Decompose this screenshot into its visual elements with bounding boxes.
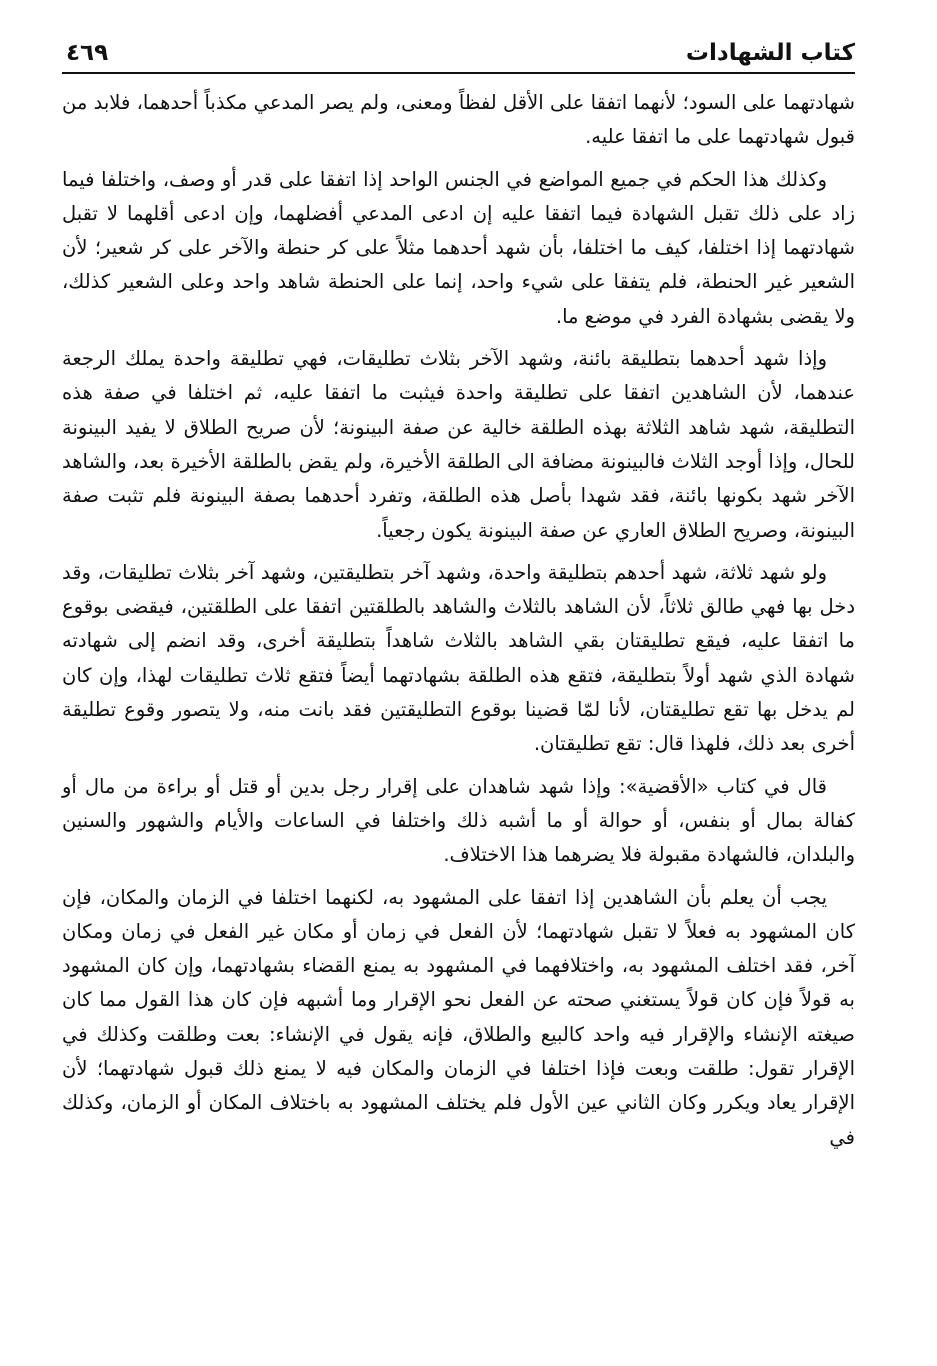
paragraph: قال في كتاب «الأقضية»: وإذا شهد شاهدان على إقرار رجل بدين أو قتل أو براءة من مال أو كفالة بمال أو بنفس، أو حوالة أو ما أشبه ذلك واختلفا في الساعات والأيام والشهور والسنين والبلدان، فالشهادة مقبولة فلا يضرهما هذا الاختلاف. — [62, 774, 855, 867]
running-header — [62, 30, 855, 68]
header-rule — [62, 72, 855, 74]
chapter-title: كتاب الشهادات — [685, 40, 855, 66]
body-text — [62, 86, 855, 1155]
paragraph: ولو شهد ثلاثة، شهد أحدهم بتطليقة واحدة، وشهد آخر بتطليقتين، وشهد آخر بثلاث تطليقات، وقد دخل بها فهي طالق ثلاثاً، لأن الشاهد بالثلاث والشاهد بالطلقتين اتفقا على الطلقتين، فيقضى بوقوع ما اتفقا عليه، فيقع تطليقتان بقي الشاهد بالثلاث شاهداً بتطليقة أخرى، وقد انضم إلى شهادته شهادة الذي شهد أولاً بتطليقة، فتقع هذه الطلقة بشهادتهما أيضاً فتقع ثلاث تطليقات لهذا، وإن كان لم يدخل بها تقع تطليقتان، لأنا لمّا قضينا بوقوع التطليقتين فقد بانت منه، ولا يتصور وقوع تطليقة أخرى بعد ذلك، فلهذا قال: تقع تطليقتان. — [62, 560, 855, 756]
paragraph: يجب أن يعلم بأن الشاهدين إذا اتفقا على المشهود به، لكنهما اختلفا في الزمان والمكان، فإن كان المشهود به فعلاً لا تقبل شهادتهما؛ لأن الفعل في زمان أو مكان غير الفعل في زمان ومكان آخر، فقد اختلف المشهود به، واختلافهما في المشهود به يمنع القضاء بشهادتهما، وإن كان المشهود به قولاً فإن كان قولاً يستغني صحته عن الفعل نحو الإقرار وما أشبهه فإن كان هذا القول مما كان صيغته الإنشاء والإقرار فيه واحد كالبيع والطلاق، فإنه يقول في الإنشاء: بعت وطلقت وكذلك في الإقرار تقول: طلقت وبعت فإذا اختلفا في الزمان والمكان فيه لا يمنع ذلك قبول شهادتهما؛ لأن الإقرار يعاد ويكرر وكان الثاني عين الأول فلم يختلف المشهود به باختلاف المكان أو الزمان، وكذلك في — [62, 885, 855, 1149]
paragraph: وإذا شهد أحدهما بتطليقة بائنة، وشهد الآخر بثلاث تطليقات، فهي تطليقة واحدة يملك الرجعة عندهما، لأن الشاهدين اتفقا على تطليقة واحدة فيثبت ما اتفقا عليه، ثم اختلفا في صفة هذه التطليقة، شهد شاهد الثلاثة بهذه الطلقة خالية عن صفة البينونة؛ لأن صريح الطلاق لا يفيد البينونة للحال، وإذا أوجد الثلاث فالبينونة مضافة الى الطلقة الأخيرة، ولم يقض بالطلقة الأخيرة بعد، والشاهد الآخر شهد بكونها بائنة، فقد شهدا بأصل هذه الطلقة، وتفرد أحدهما بصفة البينونة فلم تثبت صفة البينونة، وصريح الطلاق العاري عن صفة البينونة يكون رجعياً. — [62, 347, 855, 542]
page-number: ٤٦٩ — [66, 40, 109, 66]
paragraph: وكذلك هذا الحكم في جميع المواضع في الجنس الواحد إذا اتفقا على قدر أو وصف، واختلفا فيما زاد على ذلك تقبل الشهادة فيما اتفقا عليه إن ادعى المدعي أفضلهما، وإن ادعى أقلهما لا تقبل شهادتهما إذا اختلفا، كيف ما اختلفا، بأن شهد أحدهما مثلاً على كر حنطة والآخر على كر شعير؛ لأن الشعير غير الحنطة، فلم يتفقا على شيء واحد، إنما على الحنطة شاهد واحد وعلى الشعير كذلك، ولا يقضى بشهادة الفرد في موضع ما. — [62, 167, 855, 328]
document-page — [62, 30, 855, 1163]
paragraph: شهادتهما على السود؛ لأنهما اتفقا على الأقل لفظاً ومعنى، ولم يصر المدعي مكذباً أحدهما، فلابد من قبول شهادتهما على ما اتفقا عليه. — [62, 91, 855, 149]
